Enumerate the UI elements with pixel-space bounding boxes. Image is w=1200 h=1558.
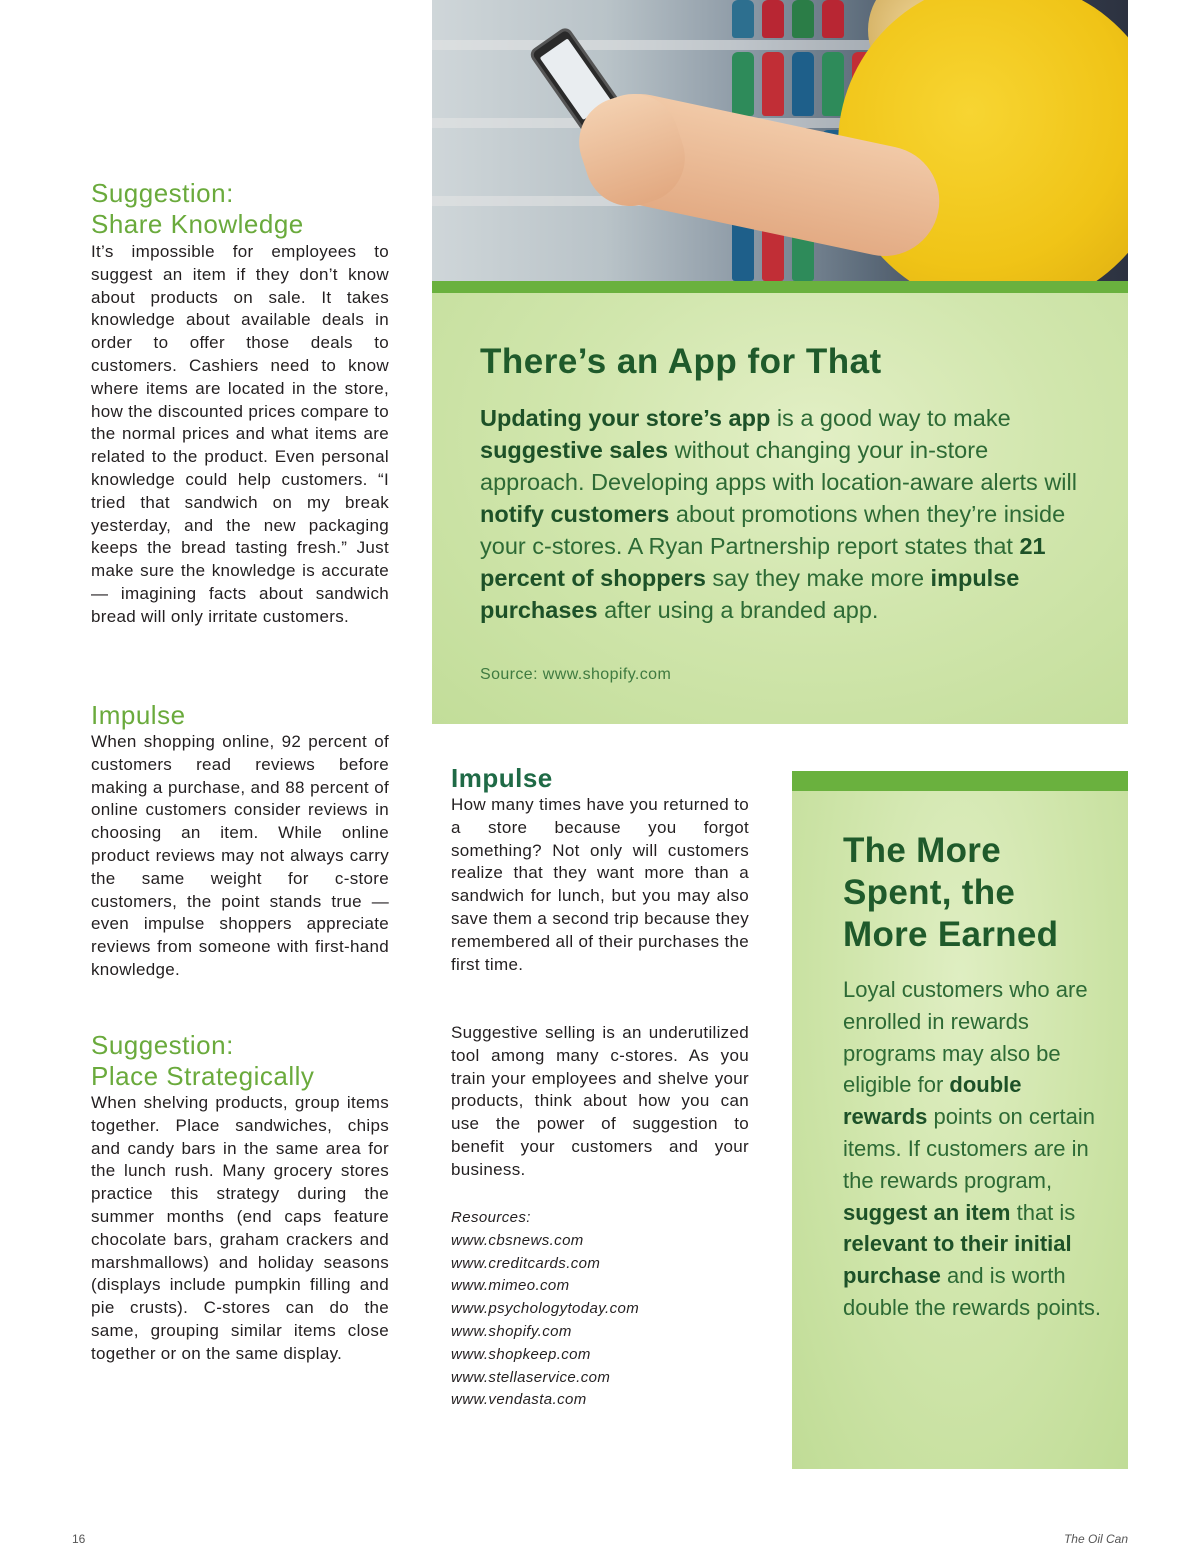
- callout-accent-bar: [432, 281, 1128, 293]
- body-text-segment: about promotions when they’re inside your c-stores. A Ryan Partnership report states that: [480, 501, 1066, 559]
- shopper-phone-photo: [432, 0, 1128, 281]
- resources-label: Resources:: [451, 1209, 531, 1226]
- heading-line: Place Strategically: [91, 1061, 315, 1091]
- publication-name: The Oil Can: [1063, 1532, 1128, 1546]
- impulse-middle-body: How many times have you returned to a store because you forgot something? Not only will customers realize that they want more than a sandwich for lunch, but you may also save them a second trip because they remembered all of their purchases the first time.: [451, 795, 749, 974]
- resources-list: [451, 1207, 639, 1412]
- product-bottle: [822, 52, 844, 116]
- resource-link[interactable]: www.vendasta.com: [451, 1391, 587, 1409]
- rewards-callout-body: [843, 974, 1103, 1324]
- heading-line: Share Knowledge: [91, 209, 304, 239]
- place-strategically-body: When shelving products, group items together. Place sandwiches, chips and candy bars in the same area for the lunch rush. Many grocery stores practice this strategy during the summer months (end caps feature chocolate bars, graham crackers and marshmallows) and holiday seasons (displays include pumpkin filling and pie crusts). C-stores can do the same, grouping similar items close together or on the same display.: [91, 1093, 389, 1363]
- body-text-segment: after using a branded app.: [597, 597, 879, 623]
- resource-link[interactable]: www.cbsnews.com: [451, 1231, 584, 1249]
- emphasis-text: impulse purchases: [480, 565, 1020, 623]
- product-bottle: [762, 52, 784, 116]
- title-line: More Earned: [843, 915, 1059, 954]
- emphasis-text: relevant to their initial purchase: [843, 1231, 1072, 1289]
- emphasis-text: notify customers: [480, 501, 670, 527]
- impulse-left-body: When shopping online, 92 percent of customers read reviews before making a purchase, and 88 percent of online customers consider reviews in choosing an item. While online product reviews may not always carry the same weight for c-store customers, the point stands true — even impulse shoppers appreciate reviews from someone with first-hand knowledge.: [91, 732, 389, 979]
- heading-impulse-left: Impulse: [91, 700, 186, 730]
- body-text-segment: is a good way to make: [770, 405, 1011, 431]
- product-bottle: [732, 52, 754, 116]
- heading-line: Suggestion:: [91, 1030, 234, 1060]
- rewards-callout-title: [843, 830, 1103, 956]
- heading-impulse-middle: Impulse: [451, 763, 553, 793]
- emphasis-text: suggestive sales: [480, 437, 669, 463]
- heading-place-strategically: [91, 1030, 314, 1092]
- heading-share-knowledge: [91, 178, 304, 240]
- app-callout-source: Source: www.shopify.com: [480, 666, 672, 683]
- product-bottle: [762, 0, 784, 38]
- product-bottle: [732, 0, 754, 38]
- product-bottle: [822, 0, 844, 38]
- title-line: The More: [843, 831, 1001, 870]
- emphasis-text: Updating your store’s app: [480, 405, 771, 431]
- body-text-segment: and is worth double the rewards points.: [843, 1263, 1102, 1320]
- callout-accent-bar: [792, 771, 1128, 791]
- body-text-segment: Loyal customers who are enrolled in rewards programs may also be eligible for: [843, 977, 1088, 1098]
- emphasis-text: suggest an item: [843, 1199, 1011, 1225]
- app-callout-body: [480, 402, 1080, 626]
- heading-line: Suggestion:: [91, 178, 234, 208]
- emphasis-text: double rewards: [843, 1072, 1022, 1130]
- resource-link[interactable]: www.creditcards.com: [451, 1254, 601, 1272]
- body-text-segment: that is: [1010, 1199, 1076, 1225]
- body-text-segment: say they make more: [705, 565, 931, 591]
- title-line: Spent, the: [843, 873, 1016, 912]
- closing-body: Suggestive selling is an underutilized tool among many c-stores. As you train your employees and shelve your products, think about how you can use the power of suggestion to benefit your customers and your business.: [451, 1023, 749, 1179]
- body-text-segment: points on certain items. If customers are in the rewards program,: [843, 1104, 1095, 1193]
- share-knowledge-body: It’s impossible for employees to suggest an item if they don’t know about products on sale. It takes knowledge about available deals in order to offer those deals to customers. Cashiers need to know where items are located in the store, how the discounted prices compare to the normal prices and what items are related to the product. Even personal knowledge could help customers. “I tried that sandwich on my break yesterday, and the new packaging keeps the bread tasting fresh.” Just make sure the knowledge is accurate — imagining facts about sandwich bread will only irritate customers.: [91, 242, 389, 626]
- emphasis-text: 21 percent of shoppers: [480, 533, 1046, 591]
- product-bottle: [792, 52, 814, 116]
- resource-link[interactable]: www.shopify.com: [451, 1322, 572, 1340]
- resource-link[interactable]: www.psychologytoday.com: [451, 1300, 640, 1318]
- body-text-segment: without changing your in-store approach. Developing apps with location-aware alerts will: [480, 437, 1077, 495]
- product-bottle: [792, 0, 814, 38]
- app-callout-title: There’s an App for That: [480, 342, 882, 381]
- page-number: 16: [72, 1532, 86, 1546]
- resource-link[interactable]: www.mimeo.com: [451, 1277, 570, 1295]
- resource-link[interactable]: www.stellaservice.com: [451, 1368, 611, 1386]
- resource-link[interactable]: www.shopkeep.com: [451, 1345, 591, 1363]
